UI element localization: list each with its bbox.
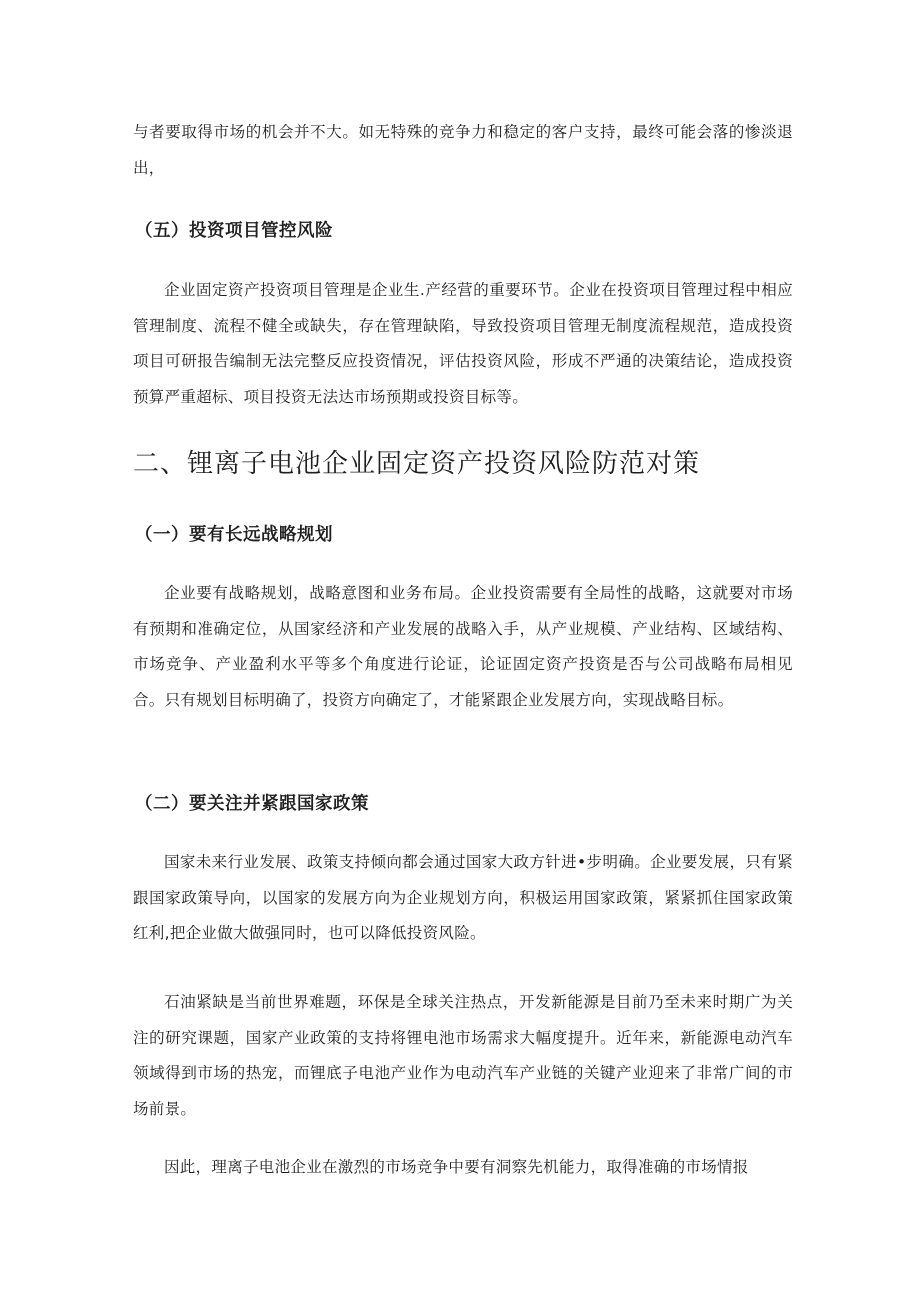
section-heading-2: （二）要关注并紧跟国家政策	[135, 794, 369, 814]
section-heading-1: （一）要有长远战略规划	[135, 525, 333, 545]
paragraph-continuation: 与者要取得市场的机会并不大。如无特殊的竞争力和稳定的客户支持，最终可能会落的惨淡退出，	[133, 123, 793, 177]
paragraph-market-insight: 因此，理离子电池企业在激烈的市场竞争中要有洞察先机能力，取得准确的市场情报	[164, 1158, 749, 1176]
section-heading-5: （五）投资项目管控风险	[135, 221, 333, 241]
chapter-heading-2: 二、锂离子电池企业固定资产投资风险防范对策	[133, 449, 701, 479]
paragraph-strategic-planning: 企业要有战略规划，战略意图和业务布局。企业投资需要有全局性的战略，这就要对市场有预期和准确定位，从国家经济和产业发展的战略入手，从产业规模、产业结构、区域结构、市场竞争、产业盈利水平等多个角度进行论证，论证固定资产投资是否与公司战略布局相见合。只有规划目标明确了，投资方向确定了，才能紧跟企业发展方向，实现战略目标。	[133, 584, 793, 709]
paragraph-project-management: 企业固定资产投资项目管理是企业生.产经营的重要环节。企业在投资项目管理过程中相应管理制度、流程不健全或缺失，存在管理缺陷，导致投资项目管理无制度流程规范，造成投资项目可研报告编制无法完整反应投资情况，评估投资风险，形成不严通的决策结论，造成投资预算严重超标、项目投资无法达市场预期或投资目标等。	[133, 281, 793, 406]
paragraph-new-energy: 石油紧缺是当前世界难题，环保是全球关注热点，开发新能源是目前乃至未来时期广为关注的研究课题，国家产业政策的支持将锂电池市场需求大幅度提升。近年来，新能源电动汽车领域得到市场的热宠，而锂底子电池产业作为电动汽车产业链的关键产业迎来了非常广间的市场前景。	[133, 993, 793, 1118]
paragraph-national-policy: 国家未来行业发展、政策支持倾向都会通过国家大政方针进•步明确。企业要发展，只有紧跟国家政策导向，以国家的发展方向为企业规划方向，积极运用国家政策，紧紧抓住国家政策红利,把企业做大做强同时，也可以降低投资风险。	[133, 853, 793, 942]
